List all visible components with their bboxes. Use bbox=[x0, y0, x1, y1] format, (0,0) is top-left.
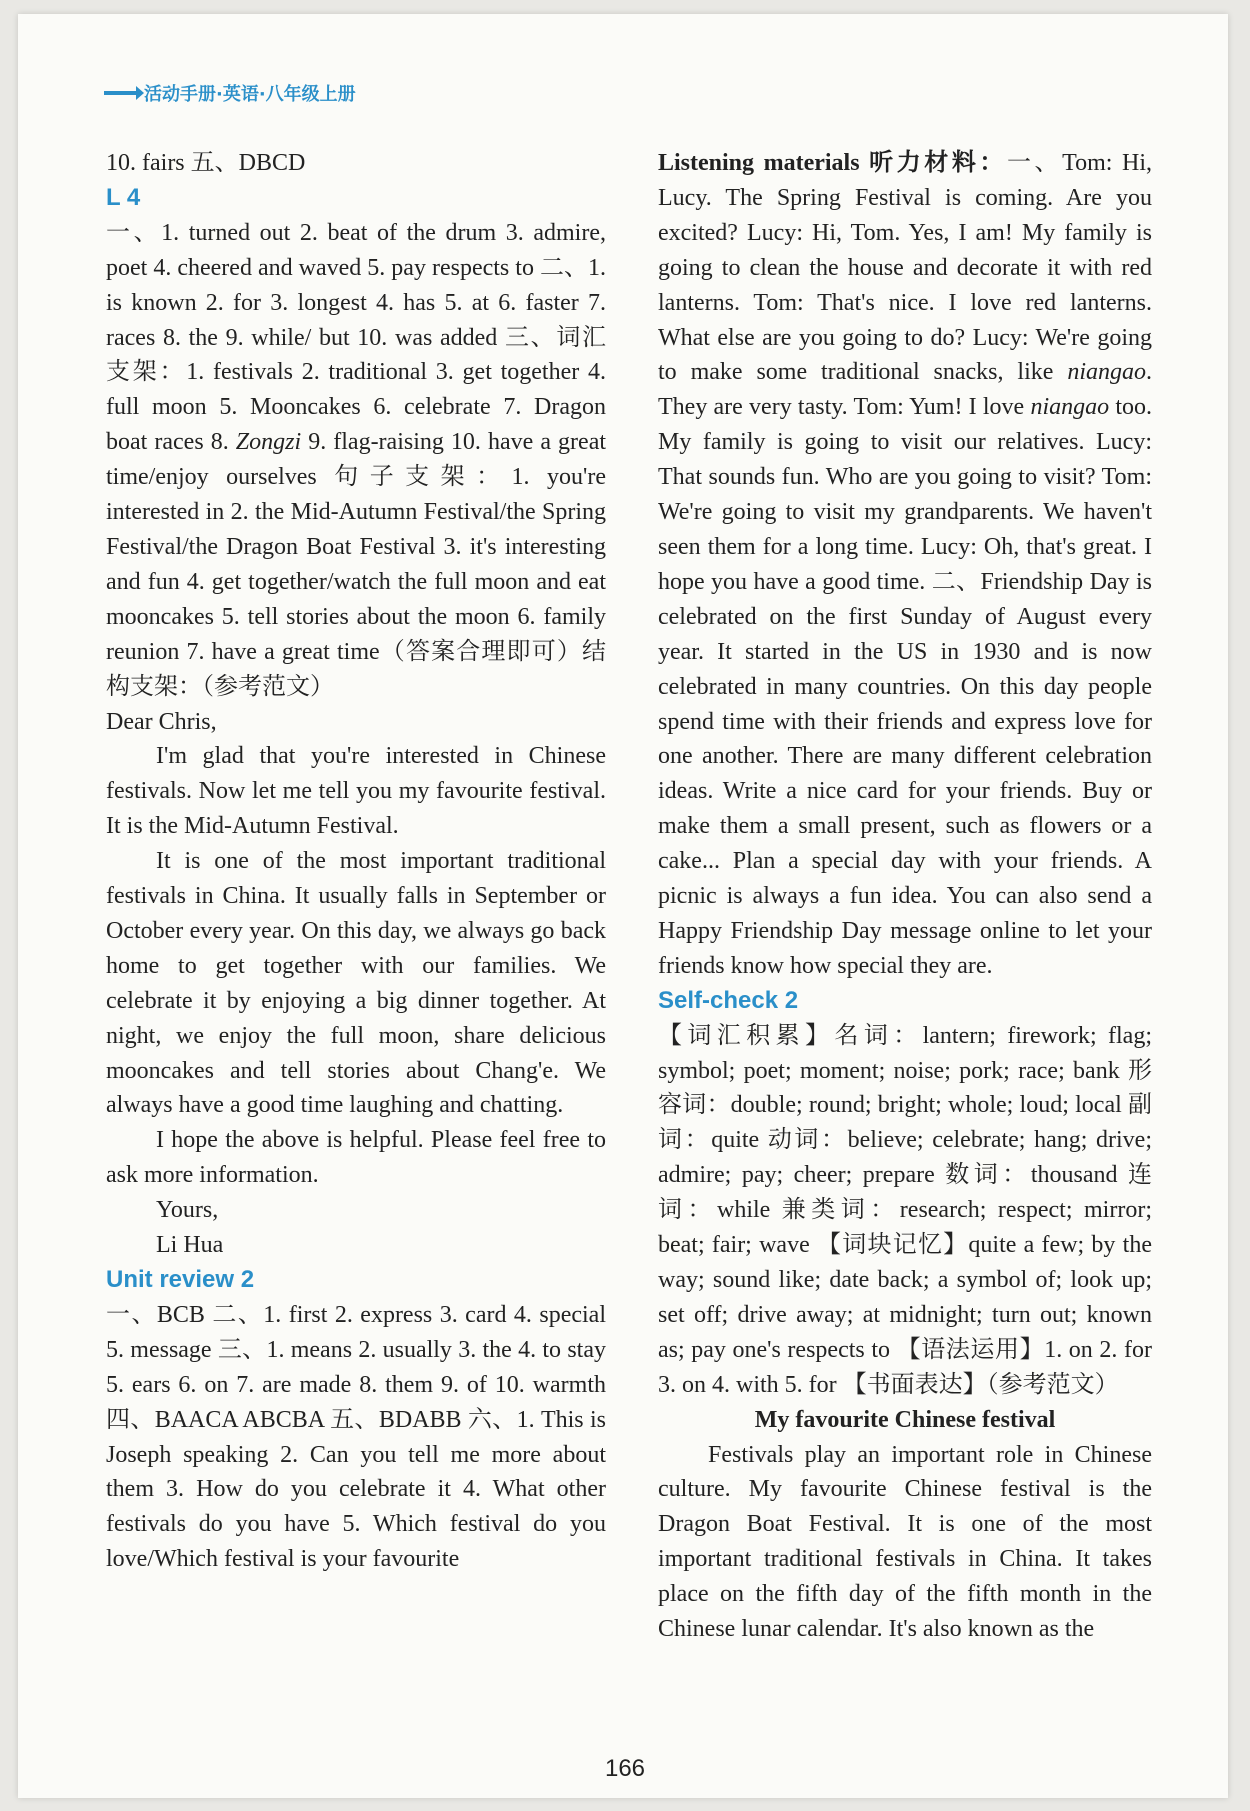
right-column bbox=[658, 146, 1152, 1647]
header-title: 活动手册·英语·八年级上册 bbox=[144, 84, 356, 105]
letter-greeting: Dear Chris, bbox=[106, 708, 217, 735]
page-number: 166 bbox=[604, 1755, 646, 1782]
essay-paragraph: Festivals play an important role in Chinese culture. My favourite Chinese festival is the Dragon Boat Festival. It is one of the most important traditional festivals in China. It takes place on the fifth day of the fifth month in the Chinese lunar calendar. It's also known as the bbox=[658, 1441, 1152, 1643]
listening-materials: Listening materials 听力材料：一、Tom: Hi, Lucy. The Spring Festival is coming. Are you excited? Lucy: Hi, Tom. Yes, I am! My family is going to clean the house and decorate it with red lanterns. Tom: That's nice. I love red lanterns. What else are you going to do? Lucy: We're going to make some traditional snacks, like niangao. They are very tasty. Tom: Yum! I love niangao too. My family is going to visit our relatives. Lucy: That sounds fun. Who are you going to visit? Tom: We're going to visit my grandparents. We haven't seen them for a long time. Lucy: Oh, that's great. I hope you have a good time. 二、Friendship Day is celebrated on the first Sunday of August every year. It started in the US in 1930 and is now celebrated in many countries. On this day people spend time with their friends and express love for one another. There are many different celebration ideas. Write a nice card for your friends. Buy or make them a small present, such as flowers or a cake... Plan a special day with your friends. A picnic is always a fun idea. You can also send a Happy Friendship Day message online to let your friends know how special they are. bbox=[658, 150, 1153, 979]
l4-answers: 一、1. turned out 2. beat of the drum 3. admire, poet 4. cheered and waved 5. pay respects to 二、1. is known 2. for 3. longest 4. has 5. at 6. faster 7. races 8. the 9. while/ but 10. was added 三、词汇支架：1. festivals 2. traditional 3. get together 4. full moon 5. Mooncakes 6. celebrate 7. Dragon boat races 8. Zongzi 9. flag-raising 10. have a great time/enjoy ourselves 句子支架：1. you're interested in 2. the Mid-Autumn Festival/the Spring Festival/the Dragon Boat Festival 3. it's interesting and fun 4. get together/watch the full moon and eat mooncakes 5. tell stories about the moon 6. family reunion 7. have a great time（答案合理即可）结构支架：（参考范文） bbox=[106, 219, 607, 700]
letter-paragraph: I hope the above is helpful. Please feel free to ask more information. bbox=[106, 1127, 606, 1189]
left-column bbox=[106, 146, 606, 1577]
running-header bbox=[104, 80, 356, 106]
answer-line: 10. fairs 五、DBCD bbox=[106, 150, 306, 176]
self-check-text: 【词汇积累】名词：lantern; firework; flag; symbol; poet; moment; noise; pork; race; bank 形容词：double; round; bright; whole; loud; local 副词：quite 动词：believe; celebrate; hang; drive; admire; pay; cheer; prepare 数词：thousand 连词：while 兼类词：research; respect; mirror; beat; fair; wave 【词块记忆】quite a few; by the way; sound like; date back; a symbol of; look up; set off; drive away; at midnight; turn out; known as; pay one's respects to 【语法运用】1. on 2. for 3. on 4. with 5. for 【书面表达】（参考范文） bbox=[658, 1022, 1152, 1398]
arrow-icon bbox=[104, 91, 138, 95]
essay-title: My favourite Chinese festival bbox=[754, 1406, 1056, 1433]
letter-closing: Yours, bbox=[156, 1197, 219, 1224]
letter-paragraph: I'm glad that you're interested in Chinese festivals. Now let me tell you my favourite festival. It is the Mid-Autumn Festival. bbox=[106, 743, 606, 840]
section-heading-self-check: Self-check 2 bbox=[658, 986, 799, 1014]
section-heading-unit-review: Unit review 2 bbox=[106, 1266, 255, 1293]
letter-signature: Li Hua bbox=[156, 1232, 224, 1259]
letter-paragraph: It is one of the most important traditional festivals in China. It usually falls in September or October every year. On this day, we always go back home to get together with our families. We celebrate it by enjoying a big dinner together. At night, we enjoy the full moon, share delicious mooncakes and tell stories about Chang'e. We always have a good time laughing and chatting. bbox=[106, 848, 606, 1119]
listening-label: Listening materials 听力材料： bbox=[658, 150, 1007, 176]
section-heading-l4: L 4 bbox=[106, 183, 141, 211]
unit-review-answers: 一、BCB 二、1. first 2. express 3. card 4. special 5. message 三、1. means 2. usually 3. the 4. to stay 5. ears 6. on 7. are made 8. them 9. of 10. warmth 四、BAACA ABCBA 五、BDABB 六、1. This is Joseph speaking 2. Can you tell me more about them 3. How do you celebrate it 4. What other festivals do you have 5. Which festival do you love/Which festival is your favourite bbox=[106, 1301, 606, 1573]
